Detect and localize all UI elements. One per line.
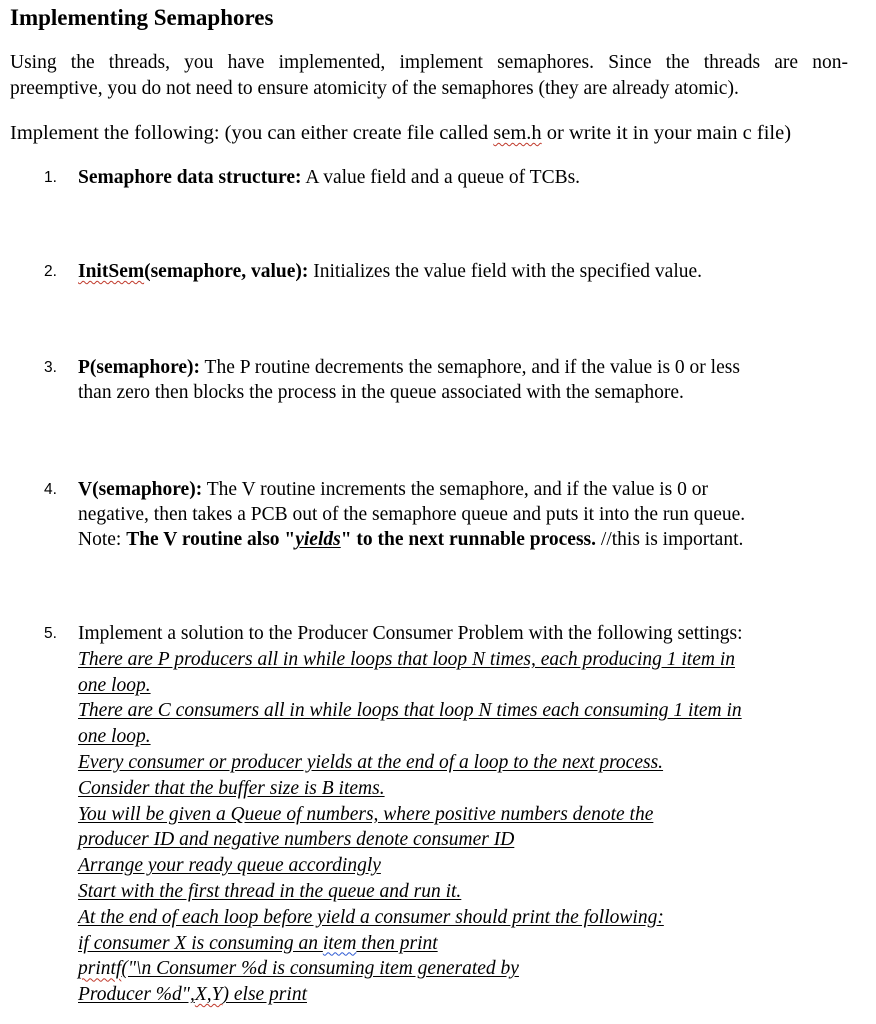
implement-text-before: Implement the following: (you can either create file called bbox=[10, 122, 494, 144]
item-text: A value field and a queue of TCBs. bbox=[301, 167, 581, 188]
note-bold-2: " to the next runnable process. bbox=[340, 529, 597, 550]
item-bold: P(semaphore): bbox=[78, 357, 201, 378]
settings-line: producer ID and negative numbers denote consumer ID bbox=[78, 829, 515, 851]
settings-line: Start with the first thread in the queue and run it. bbox=[78, 880, 462, 902]
list-number: 1. bbox=[44, 169, 57, 186]
producer-text-a: Producer %d", bbox=[78, 984, 195, 1006]
printf-line bbox=[78, 956, 844, 982]
item-text-line-1: The P routine decrements the semaphore, and if the value is 0 or less bbox=[200, 357, 740, 378]
item-bold-squiggle: InitSem bbox=[78, 261, 145, 282]
condition-item-word: item bbox=[322, 932, 357, 954]
note-tail: //this is important. bbox=[596, 529, 744, 550]
producer-text-b: ) else print bbox=[222, 984, 307, 1006]
item-bold: V(semaphore): bbox=[78, 479, 203, 500]
implement-text-after: or write it in your main c file) bbox=[541, 122, 792, 144]
condition-text-a: if consumer X is consuming an bbox=[78, 932, 323, 954]
item-bold: Semaphore data structure: bbox=[78, 167, 302, 188]
settings-line: You will be given a Queue of numbers, where positive numbers denote the bbox=[78, 803, 654, 825]
list-item-4 bbox=[44, 477, 844, 552]
producer-line bbox=[78, 982, 844, 1008]
list-number: 3. bbox=[44, 359, 57, 376]
page-title: Implementing Semaphores bbox=[10, 5, 274, 30]
list-item-3 bbox=[44, 355, 844, 405]
list-item-5 bbox=[44, 621, 844, 1008]
settings-line: one loop. bbox=[78, 674, 151, 696]
list-number: 5. bbox=[44, 625, 57, 642]
list-number: 2. bbox=[44, 263, 57, 280]
item-bold: (semaphore, value): bbox=[144, 261, 309, 282]
list-number: 4. bbox=[44, 481, 57, 498]
item-text-line-2: than zero then blocks the process in the queue associated with the semaphore. bbox=[78, 382, 684, 403]
intro-paragraph bbox=[10, 50, 848, 102]
item-note-line bbox=[78, 527, 844, 552]
settings-line: Consider that the buffer size is B items. bbox=[78, 777, 385, 799]
filename-sem-h: sem.h bbox=[493, 122, 542, 144]
note-label: Note: bbox=[78, 529, 127, 550]
item-text: Initializes the value field with the specified value. bbox=[308, 261, 703, 282]
settings-line: Every consumer or producer yields at the end of a loop to the next process. bbox=[78, 751, 664, 773]
settings-line: There are C consumers all in while loops that loop N times each consuming 1 item in bbox=[78, 700, 742, 722]
printf-word: printf bbox=[78, 958, 122, 980]
printf-rest: ("\n Consumer %d is consuming item generated by bbox=[121, 958, 519, 980]
condition-line bbox=[78, 931, 844, 957]
settings-line: Arrange your ready queue accordingly bbox=[78, 855, 381, 877]
intro-line-2: preemptive, you do not need to ensure atomicity of the semaphores (they are already atomic). bbox=[10, 78, 739, 99]
list-item-1 bbox=[44, 165, 844, 190]
note-yields: yields bbox=[295, 529, 341, 550]
item-text-line-1: The V routine increments the semaphore, and if the value is 0 or bbox=[202, 479, 708, 500]
intro-line-1: Using the threads, you have implemented, implement semaphores. Since the threads are non- bbox=[10, 52, 848, 73]
note-bold-1: The V routine also " bbox=[126, 529, 296, 550]
producer-xy: X,Y bbox=[194, 984, 223, 1006]
list-item-2 bbox=[44, 259, 844, 284]
settings-line: There are P producers all in while loops that loop N times, each producing 1 item in bbox=[78, 648, 735, 670]
settings-line: At the end of each loop before yield a consumer should print the following: bbox=[78, 906, 664, 928]
item-text-line-2: negative, then takes a PCB out of the semaphore queue and puts it into the run queue. bbox=[78, 504, 746, 525]
condition-text-b: then print bbox=[356, 932, 438, 954]
implement-instruction bbox=[10, 120, 791, 146]
item-lead: Implement a solution to the Producer Consumer Problem with the following settings: bbox=[78, 623, 743, 644]
settings-line: one loop. bbox=[78, 726, 151, 748]
